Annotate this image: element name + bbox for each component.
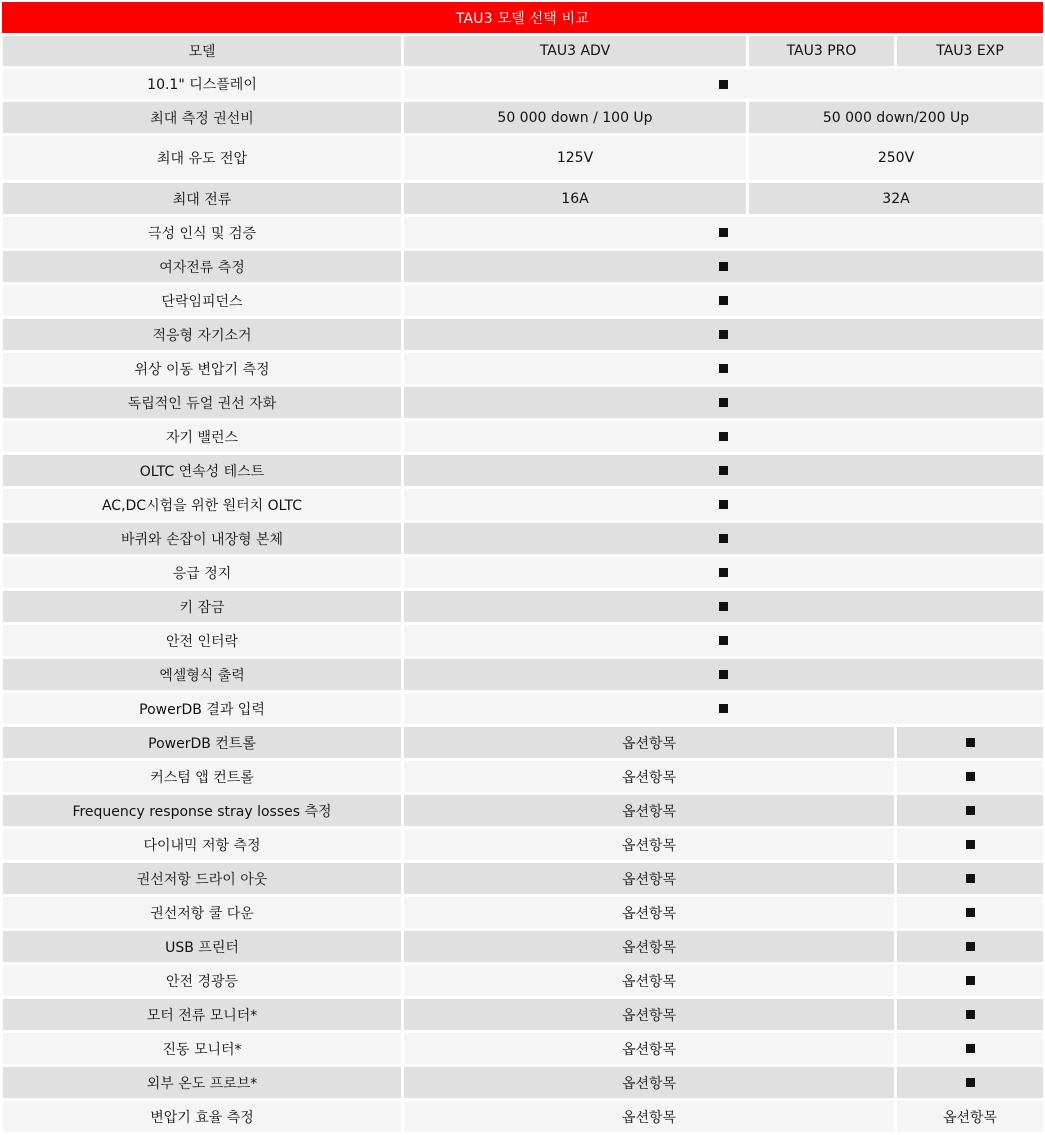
included-square-icon xyxy=(719,500,728,509)
included-square-icon xyxy=(719,466,728,475)
included-all-cell xyxy=(404,455,1043,486)
included-all-cell xyxy=(404,217,1043,248)
adv-pro-option-cell: 옵션항목 xyxy=(404,761,894,792)
feature-cell: AC,DC시험을 위한 원터치 OLTC xyxy=(3,489,401,520)
table-row xyxy=(3,217,1043,248)
included-square-icon xyxy=(719,534,728,543)
adv-pro-option-cell: 옵션항목 xyxy=(404,1067,894,1098)
table-row xyxy=(3,931,1043,962)
feature-cell: 권선저항 드라이 아웃 xyxy=(3,863,401,894)
included-square-icon xyxy=(966,976,975,985)
table-row xyxy=(3,693,1043,724)
exp-value-cell xyxy=(897,931,1043,962)
table-row xyxy=(3,557,1043,588)
feature-cell: Frequency response stray losses 측정 xyxy=(3,795,401,826)
included-all-cell xyxy=(404,251,1043,282)
included-square-icon xyxy=(966,1078,975,1087)
table-row xyxy=(3,829,1043,860)
table-row xyxy=(3,251,1043,282)
included-square-icon xyxy=(719,636,728,645)
header-exp: TAU3 EXP xyxy=(897,36,1043,66)
exp-value-cell xyxy=(897,795,1043,826)
feature-cell: 최대 전류 xyxy=(3,183,401,214)
table-row xyxy=(3,897,1043,928)
included-all-cell xyxy=(404,625,1043,656)
header-row xyxy=(3,36,1043,66)
feature-cell: 안전 인터락 xyxy=(3,625,401,656)
pro-exp-value-cell: 250V xyxy=(749,136,1043,180)
feature-cell: 안전 경광등 xyxy=(3,965,401,996)
included-all-cell xyxy=(404,557,1043,588)
table-row xyxy=(3,761,1043,792)
adv-pro-option-cell: 옵션항목 xyxy=(404,727,894,758)
included-square-icon xyxy=(719,398,728,407)
feature-cell: 진동 모니터* xyxy=(3,1033,401,1064)
table-row xyxy=(3,625,1043,656)
adv-pro-option-cell: 옵션항목 xyxy=(404,863,894,894)
feature-cell: 단락임피던스 xyxy=(3,285,401,316)
feature-cell: 변압기 효율 측정 xyxy=(3,1101,401,1132)
header-model: 모델 xyxy=(3,36,401,66)
feature-cell: 위상 이동 변압기 측정 xyxy=(3,353,401,384)
included-square-icon xyxy=(719,228,728,237)
feature-cell: PowerDB 컨트롤 xyxy=(3,727,401,758)
feature-cell: 엑셀형식 출력 xyxy=(3,659,401,690)
feature-cell: 최대 유도 전압 xyxy=(3,136,401,180)
adv-pro-option-cell: 옵션항목 xyxy=(404,999,894,1030)
included-square-icon xyxy=(719,296,728,305)
table-row xyxy=(3,999,1043,1030)
feature-cell: 외부 온도 프로브* xyxy=(3,1067,401,1098)
adv-pro-option-cell: 옵션항목 xyxy=(404,829,894,860)
table-row xyxy=(3,523,1043,554)
feature-cell: 적응형 자기소거 xyxy=(3,319,401,350)
table-body xyxy=(3,69,1043,1132)
adv-pro-option-cell: 옵션항목 xyxy=(404,1033,894,1064)
feature-cell: USB 프린터 xyxy=(3,931,401,962)
feature-cell: 권선저항 쿨 다운 xyxy=(3,897,401,928)
exp-value-cell xyxy=(897,727,1043,758)
table-row xyxy=(3,1067,1043,1098)
included-square-icon xyxy=(966,840,975,849)
exp-value-cell xyxy=(897,829,1043,860)
included-all-cell xyxy=(404,523,1043,554)
included-square-icon xyxy=(966,874,975,883)
table-row xyxy=(3,387,1043,418)
included-square-icon xyxy=(719,80,728,89)
feature-cell: 여자전류 측정 xyxy=(3,251,401,282)
exp-value-cell xyxy=(897,1033,1043,1064)
adv-pro-option-cell: 옵션항목 xyxy=(404,931,894,962)
feature-cell: 커스텀 앱 컨트롤 xyxy=(3,761,401,792)
included-square-icon xyxy=(719,262,728,271)
adv-value-cell: 50 000 down / 100 Up xyxy=(404,102,746,133)
included-square-icon xyxy=(966,908,975,917)
included-all-cell xyxy=(404,69,1043,99)
feature-cell: OLTC 연속성 테스트 xyxy=(3,455,401,486)
table-row xyxy=(3,69,1043,99)
adv-value-cell: 16A xyxy=(404,183,746,214)
table-row xyxy=(3,102,1043,133)
table-row xyxy=(3,353,1043,384)
exp-value-cell xyxy=(897,1067,1043,1098)
pro-exp-value-cell: 32A xyxy=(749,183,1043,214)
page-title: TAU3 모델 선택 비교 xyxy=(2,2,1043,33)
table-row xyxy=(3,455,1043,486)
included-all-cell xyxy=(404,353,1043,384)
table-row xyxy=(3,183,1043,214)
included-all-cell xyxy=(404,421,1043,452)
exp-value-cell xyxy=(897,761,1043,792)
header-pro: TAU3 PRO xyxy=(749,36,894,66)
included-square-icon xyxy=(966,1010,975,1019)
feature-cell: PowerDB 결과 입력 xyxy=(3,693,401,724)
table-row xyxy=(3,319,1043,350)
included-square-icon xyxy=(719,670,728,679)
table-row xyxy=(3,1101,1043,1132)
included-square-icon xyxy=(719,330,728,339)
included-square-icon xyxy=(719,704,728,713)
included-all-cell xyxy=(404,693,1043,724)
feature-cell: 다이내믹 저항 측정 xyxy=(3,829,401,860)
included-square-icon xyxy=(719,602,728,611)
table-row xyxy=(3,965,1043,996)
pro-exp-value-cell: 50 000 down/200 Up xyxy=(749,102,1043,133)
header-adv: TAU3 ADV xyxy=(404,36,746,66)
included-all-cell xyxy=(404,387,1043,418)
feature-cell: 응급 정지 xyxy=(3,557,401,588)
feature-cell: 극성 인식 및 검증 xyxy=(3,217,401,248)
table-row xyxy=(3,421,1043,452)
included-square-icon xyxy=(719,432,728,441)
adv-pro-option-cell: 옵션항목 xyxy=(404,1101,894,1132)
included-square-icon xyxy=(719,364,728,373)
included-all-cell xyxy=(404,319,1043,350)
feature-cell: 자기 밸런스 xyxy=(3,421,401,452)
feature-cell: 키 잠금 xyxy=(3,591,401,622)
feature-cell: 10.1" 디스플레이 xyxy=(3,69,401,99)
included-all-cell xyxy=(404,591,1043,622)
adv-value-cell: 125V xyxy=(404,136,746,180)
included-square-icon xyxy=(966,772,975,781)
table-row xyxy=(3,795,1043,826)
feature-cell: 바퀴와 손잡이 내장형 본체 xyxy=(3,523,401,554)
included-all-cell xyxy=(404,285,1043,316)
included-square-icon xyxy=(966,942,975,951)
table-row xyxy=(3,591,1043,622)
exp-value-cell: 옵션항목 xyxy=(897,1101,1043,1132)
adv-pro-option-cell: 옵션항목 xyxy=(404,795,894,826)
adv-pro-option-cell: 옵션항목 xyxy=(404,965,894,996)
included-square-icon xyxy=(966,806,975,815)
feature-cell: 독립적인 듀얼 권선 자화 xyxy=(3,387,401,418)
table-row xyxy=(3,136,1043,180)
included-square-icon xyxy=(966,738,975,747)
exp-value-cell xyxy=(897,863,1043,894)
comparison-table xyxy=(0,33,1045,1135)
included-all-cell xyxy=(404,489,1043,520)
feature-cell: 최대 측정 권선비 xyxy=(3,102,401,133)
included-square-icon xyxy=(966,1044,975,1053)
table-row xyxy=(3,1033,1043,1064)
table-row xyxy=(3,659,1043,690)
adv-pro-option-cell: 옵션항목 xyxy=(404,897,894,928)
table-row xyxy=(3,863,1043,894)
table-row xyxy=(3,489,1043,520)
exp-value-cell xyxy=(897,999,1043,1030)
included-square-icon xyxy=(719,568,728,577)
table-row xyxy=(3,285,1043,316)
table-row xyxy=(3,727,1043,758)
included-all-cell xyxy=(404,659,1043,690)
exp-value-cell xyxy=(897,897,1043,928)
exp-value-cell xyxy=(897,965,1043,996)
feature-cell: 모터 전류 모니터* xyxy=(3,999,401,1030)
